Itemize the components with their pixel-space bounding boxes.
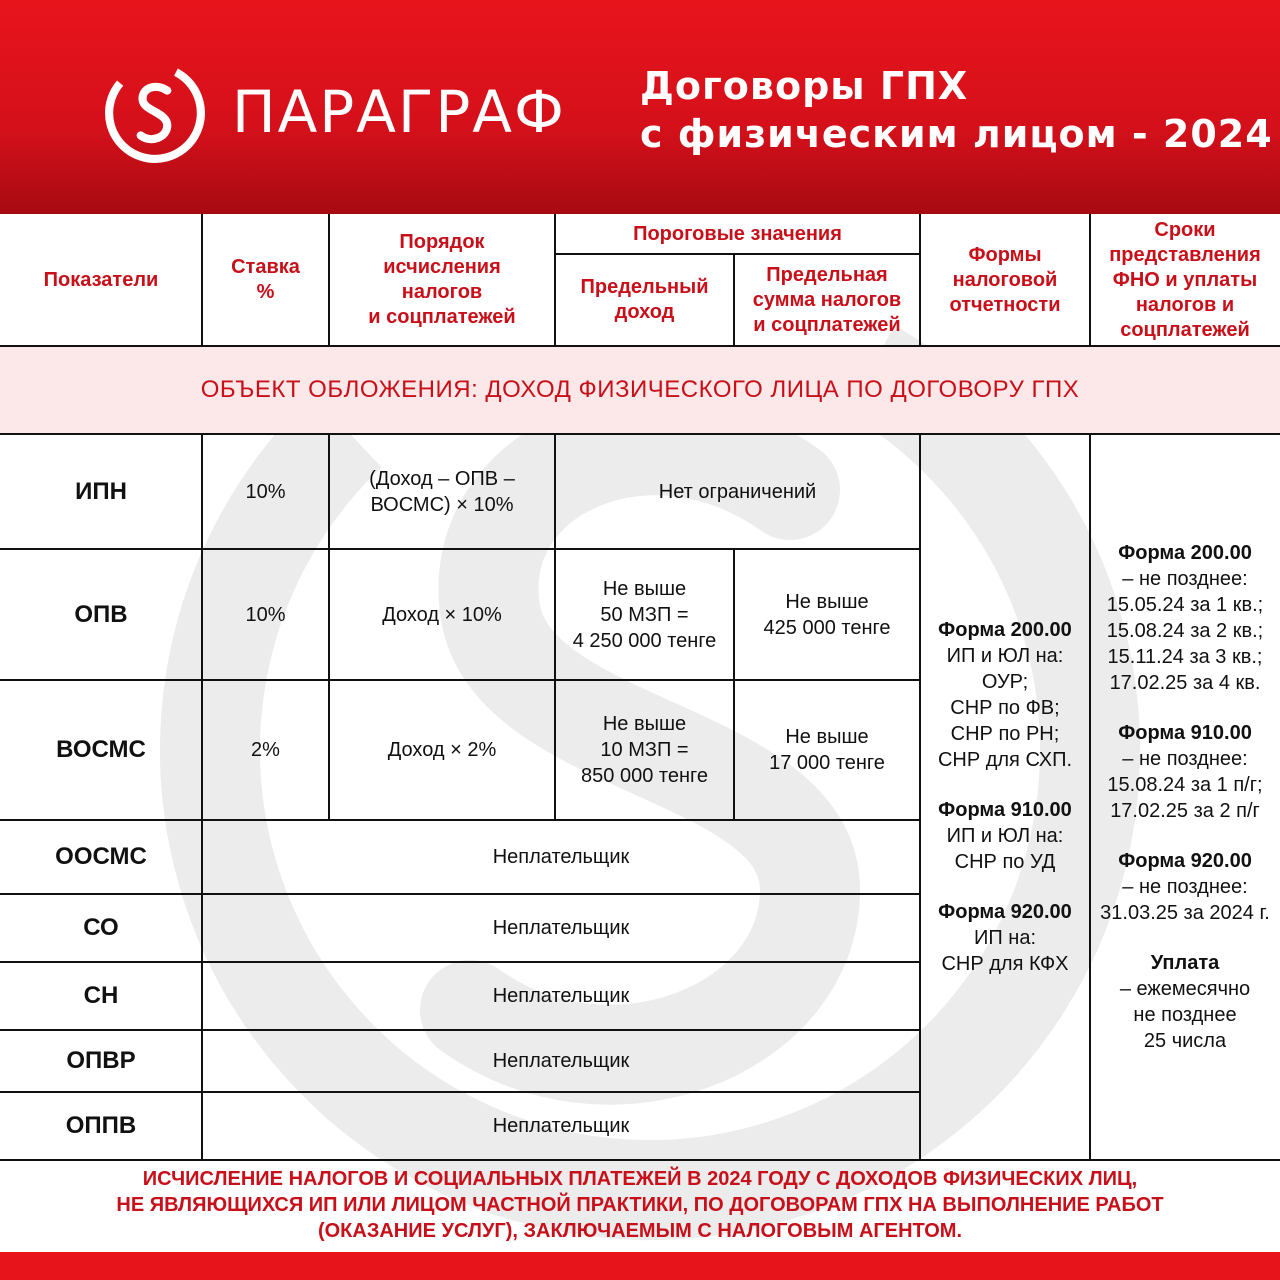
grid-line xyxy=(0,345,1280,347)
grid-line xyxy=(0,548,920,550)
opv-sum: Не выше 425 000 тенге xyxy=(763,590,891,639)
vosms-income: Не выше 10 МЗП = 850 000 тенге xyxy=(581,713,708,787)
col-max-sum: Предельная сумма налогов и соцплатежей xyxy=(752,263,902,336)
opv-calc: Доход × 10% xyxy=(382,603,502,626)
grid-line xyxy=(0,819,920,821)
so-value: Неплательщик xyxy=(492,917,630,939)
col-rate: Ставка % xyxy=(231,256,300,303)
row-label-ipn: ИПН xyxy=(75,477,127,505)
vosms-calc: Доход × 2% xyxy=(387,739,497,761)
grid-line xyxy=(1089,214,1091,346)
row-label-oosms: ООСМС xyxy=(55,843,147,870)
grid-line xyxy=(0,961,920,963)
grid-line xyxy=(0,1029,920,1031)
grid-line xyxy=(554,214,556,346)
forms-cell: Форма 200.00 ИП и ЮЛ на: ОУР; СНР по ФВ; СНР по РН; СНР для СХП. Форма 910.00 ИП и ЮЛ на: СНР по УД Форма 920.00 ИП на: СНР для КФХ xyxy=(937,619,1073,975)
oosms-value: Неплательщик xyxy=(492,846,630,868)
grid-line xyxy=(328,214,330,346)
col-max-income: Предельный доход xyxy=(580,276,709,323)
row-label-so: СО xyxy=(83,914,119,941)
grid-line xyxy=(201,214,203,346)
grid-line xyxy=(733,549,735,820)
grid-line xyxy=(733,254,735,346)
opvr-value: Неплательщик xyxy=(492,1050,630,1072)
bottom-bar xyxy=(0,1252,1280,1280)
grid-line xyxy=(0,1159,1280,1161)
col-calc: Порядок исчисления налогов и соцплатежей xyxy=(368,231,516,328)
tax-table xyxy=(0,214,1280,1160)
footer-note: ИСЧИСЛЕНИЕ НАЛОГОВ И СОЦИАЛЬНЫХ ПЛАТЕЖЕЙ В 2024 ГОДУ С ДОХОДОВ ФИЗИЧЕСКИХ ЛИЦ, НЕ ЯВЛЯЮЩИХСЯ ИП ИЛИ ЛИЦОМ ЧАСТНОЙ ПРАКТИКИ, ПО ДОГОВОРАМ ГПХ НА ВЫПОЛНЕНИЕ РАБОТ (ОКАЗАНИЕ УСЛУГ), ЗАКЛЮЧАЕМЫМ С НАЛОГОВЫМ АГЕНТОМ. xyxy=(116,1168,1164,1242)
col-deadlines: Сроки представления ФНО и уплаты налогов и соцплатежей xyxy=(1109,218,1261,341)
row-label-opv: ОПВ xyxy=(74,600,128,628)
opv-income: Не выше 50 МЗП = 4 250 000 тенге xyxy=(572,577,717,652)
grid-line xyxy=(201,434,203,1160)
object-band-text: ОБЪЕКТ ОБЛОЖЕНИЯ: ДОХОД ФИЗИЧЕСКОГО ЛИЦА ПО ДОГОВОРУ ГПХ xyxy=(200,376,1080,403)
row-label-opvr: ОПВР xyxy=(66,1047,136,1074)
header-banner xyxy=(0,0,1280,214)
col-forms: Формы налоговой отчетности xyxy=(949,243,1061,316)
row-label-oppv: ОППВ xyxy=(65,1112,137,1139)
grid-line xyxy=(554,434,556,820)
grid-line xyxy=(0,1091,920,1093)
page-title: Договоры ГПХ с физическим лицом - 2024 xyxy=(640,64,1273,156)
deadlines-cell: Форма 200.00 – не позднее: 15.05.24 за 1 кв.; 15.08.24 за 2 кв.; 15.11.24 за 3 кв.; 17.02.25 за 4 кв. Форма 910.00 – не позднее: 15.08.24 за 1 п/г; 17.02.25 за 2 п/г Форма 920.00 – не позднее: 31.03.25 за 2024 г. Уплата – ежемесячно не позднее 25 числа xyxy=(1100,542,1270,1052)
row-label-sn: СН xyxy=(83,982,119,1009)
grid-line xyxy=(0,679,920,681)
vosms-rate: 2% xyxy=(251,739,280,761)
grid-line xyxy=(0,433,1280,435)
ipn-limit: Нет ограничений xyxy=(658,480,817,503)
grid-line xyxy=(328,434,330,820)
col-thresholds: Пороговые значения xyxy=(633,222,842,245)
grid-line xyxy=(0,893,920,895)
logo-text: ПАРАГРАФ xyxy=(232,78,566,146)
grid-line xyxy=(919,434,921,1160)
grid-line xyxy=(919,214,921,346)
vosms-sum: Не выше 17 000 тенге xyxy=(769,726,885,774)
sn-value: Неплательщик xyxy=(492,985,630,1007)
oppv-value: Неплательщик xyxy=(492,1115,630,1137)
ipn-rate: 10% xyxy=(245,480,286,503)
grid-line xyxy=(1089,434,1091,1160)
col-indicators: Показатели xyxy=(43,268,159,291)
ipn-calc: (Доход – ОПВ – ВОСМС) × 10% xyxy=(369,467,515,516)
opv-rate: 10% xyxy=(245,603,286,626)
paragraf-logo-icon xyxy=(104,62,206,164)
row-label-vosms: ВОСМС xyxy=(56,736,146,763)
grid-line xyxy=(555,253,920,255)
